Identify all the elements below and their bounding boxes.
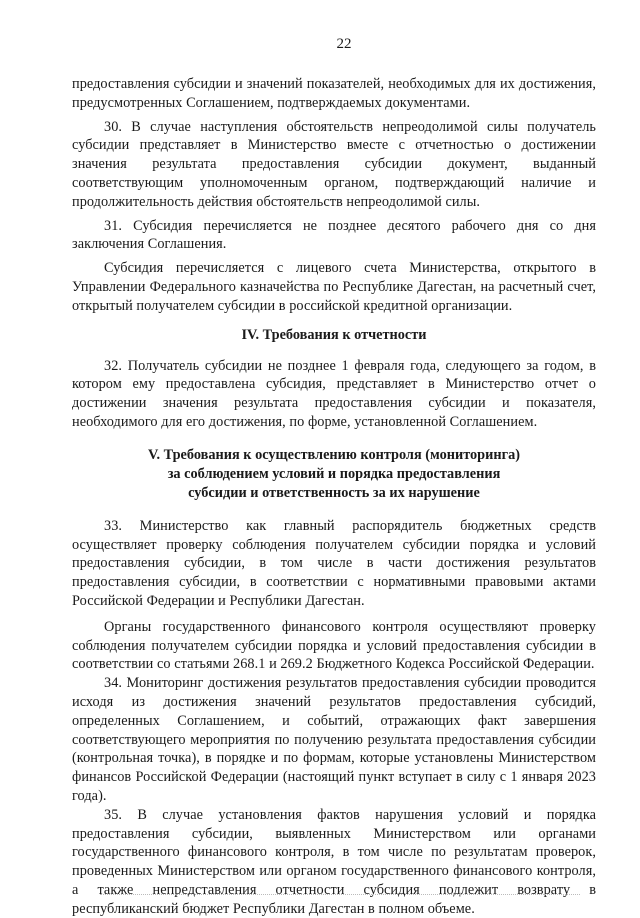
scan-edge-line xyxy=(100,894,580,895)
paragraph-35: 35. В случае установления фактов нарушения условий и порядка предоставления субсидии, выявленных Министерством или органами государственного финансового контроля, в том числе по результатам проверок, проведенных Министерством или органом государственного финансового контроля, а также непредставления отчетности субсидия подлежит возврату в республиканский бюджет Республики Дагестан в полном объеме. xyxy=(72,806,596,917)
paragraph-31-transfer: Субсидия перечисляется с лицевого счета Министерства, открытого в Управлении Федерального казначейства по Республике Дагестан, на расчетный счет, открытый получателем субсидии в российской кредитной организации. xyxy=(72,260,596,314)
section-v-heading xyxy=(72,446,596,503)
paragraph-31: 31. Субсидия перечисляется не позднее десятого рабочего дня со дня заключения Соглашения. xyxy=(72,217,596,253)
section-iv-heading: IV. Требования к отчетности xyxy=(241,326,427,343)
paragraph-30: 30. В случае наступления обстоятельств непреодолимой силы получатель субсидии представляет в Министерство вместе с отчетностью о достижении значения результата предоставления субсидии документ, выданный соответствующим уполномоченным органом, подтверждающий наличие и продолжительность действия обстоятельств непреодолимой силы. xyxy=(72,118,596,210)
page-number: 22 xyxy=(336,36,352,52)
paragraph-continuation: предоставления субсидии и значений показателей, необходимых для их достижения, предусмотренных Соглашением, подтверждаемых документами. xyxy=(72,76,596,111)
section-v-heading-line-2: за соблюдением условий и порядка предоставления xyxy=(167,465,501,482)
paragraph-34: 34. Мониторинг достижения результатов предоставления субсидии проводится исходя из достижения значений результатов предоставления субсидий, определенных Соглашением, и событий, отражающих факт завершения соответствующего мероприятия по получению результата предоставления субсидии (контрольная точка), в порядке и по формам, которые установлены Министерством финансов Российской Федерации (настоящий пункт вступает в силу с 1 января 2023 года). xyxy=(72,675,596,804)
paragraph-32: 32. Получатель субсидии не позднее 1 февраля года, следующего за годом, в котором ему предоставлена субсидия, представляет в Министерство отчет о достижении значения результата предоставления субсидии и показателя, необходимого для его достижения, по форме, установленной Соглашением. xyxy=(72,357,596,430)
paragraph-33-control-bodies: Органы государственного финансового контроля осуществляют проверку соблюдения получателем субсидии порядка и условий предоставления субсидии в соответствии со статьями 268.1 и 269.2 Бюджетного Кодекса Российской Федерации. xyxy=(72,618,596,673)
section-v-heading-line-3: субсидии и ответственность за их нарушение xyxy=(188,484,480,501)
section-v-heading-line-1: V. Требования к осуществлению контроля (мониторинга) xyxy=(147,446,521,463)
paragraph-33: 33. Министерство как главный распорядитель бюджетных средств осуществляет проверку соблюдения получателем субсидии порядка и условий предоставления субсидии, в том числе в части достижения результатов предоставления субсидии, в соответствии с нормативными правовыми актами Российской Федерации и Республики Дагестан. xyxy=(72,517,596,609)
